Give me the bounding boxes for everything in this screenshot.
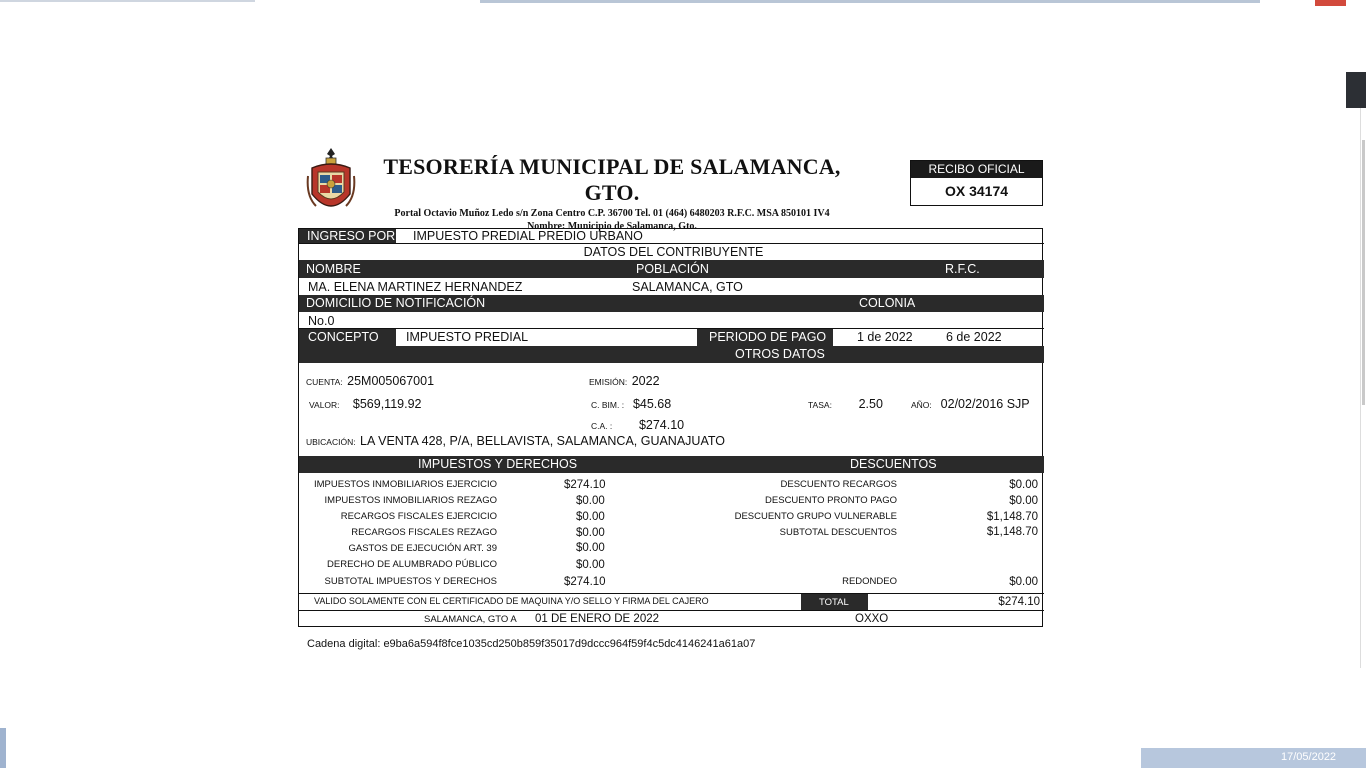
vertical-scrollbar[interactable] [1346,0,1366,768]
concepto-value: IMPUESTO PREDIAL [406,330,529,344]
ca-label: C.A. : [591,421,613,431]
ingreso-value: IMPUESTO PREDIAL PREDIO URBANO [413,229,643,243]
descuento-amount: $1,148.70 [986,511,1038,523]
ubicacion-label: UBICACIÓN: [306,437,356,447]
tasa-field [808,395,883,413]
contribuyente-section-title: DATOS DEL CONTRIBUYENTE [583,245,764,259]
concepto-row [299,328,1044,347]
impuesto-label: RECARGOS FISCALES EJERCICIO [340,511,497,522]
valor-label: VALOR: [309,400,340,410]
anio-value: 02/02/2016 SJP [940,397,1030,411]
valor-field [309,395,421,413]
receipt-number: OX 34174 [944,183,1009,199]
total-amount: $274.10 [998,596,1040,608]
page-title: TESORERÍA MUNICIPAL DE SALAMANCA, GTO. [383,154,841,205]
descuento-label: SUBTOTAL DESCUENTOS [779,527,897,538]
taskbar-clock[interactable] [1141,748,1366,768]
impuesto-label: GASTOS DE EJECUCIÓN ART. 39 [348,543,497,554]
impuestos-title: IMPUESTOS Y DERECHOS [418,457,578,471]
domicilio-values [299,313,1044,329]
impuestos-descuentos-bar [299,456,1044,473]
impuesto-amount: $0.00 [576,495,605,507]
taskbar-left-fragment [0,728,6,768]
total-label: TOTAL [801,594,868,611]
fecha-text: 01 DE ENERO DE 2022 [535,613,660,625]
receipt-form [298,228,1043,627]
cajero-text: OXXO [855,613,889,625]
impuesto-label: SUBTOTAL IMPUESTOS Y DERECHOS [324,576,497,587]
header-address: Portal Octavio Muñoz Ledo s/n Zona Centro C.P. 36700 Tel. 01 (464) 6480203 R.F.C. MSA 850101 IV4 [394,208,830,219]
cadena-digital: Cadena digital: e9ba6a594f8fce1035cd250b859f35017d9dccc964f59f4c5dc4146241a61a07 [307,638,756,650]
domicilio-value: No.0 [308,314,335,328]
header-title-block [362,154,862,232]
cuenta-field [306,372,434,390]
scrollbar-top-panel [1346,72,1366,108]
descuento-amount: $1,148.70 [986,526,1038,538]
periodo-desde: 1 de 2022 [857,330,913,344]
otros-datos-bar [299,346,1044,363]
cuenta-label: CUENTA: [306,377,343,387]
emision-label: EMISIÓN: [589,377,628,387]
impuesto-amount: $0.00 [576,527,605,539]
rfc-label: R.F.C. [945,262,980,276]
coat-of-arms-icon [306,146,356,218]
descuento-label: DESCUENTO RECARGOS [780,479,897,490]
domicilio-header-bar [299,295,1044,312]
nombre-value: MA. ELENA MARTINEZ HERNANDEZ [308,280,523,294]
official-receipt-box [910,160,1043,206]
otros-datos-title: OTROS DATOS [735,347,825,361]
redondeo-label: REDONDEO [842,576,897,587]
cbim-field [591,395,671,413]
window-top-edge [0,0,1366,3]
ingreso-label: INGRESO POR [299,229,396,243]
impuesto-amount: $274.10 [564,479,606,491]
tasa-label: TASA: [808,400,832,410]
anio-field [911,395,1030,413]
impuesto-label: IMPUESTOS INMOBILIARIOS REZAGO [324,495,497,506]
redondeo-amount: $0.00 [1009,576,1038,588]
cbim-label: C. BIM. : [591,400,625,410]
domicilio-label: DOMICILIO DE NOTIFICACIÓN [306,296,486,310]
descuento-label: DESCUENTO PRONTO PAGO [765,495,897,506]
ca-value: $274.10 [638,418,685,432]
impuesto-amount: $0.00 [576,511,605,523]
poblacion-label: POBLACIÓN [636,262,709,276]
receipt-label: RECIBO OFICIAL [911,161,1042,178]
nombre-label: NOMBRE [306,262,361,276]
ingreso-row [299,229,1044,243]
periodo-hasta: 6 de 2022 [946,330,1002,344]
scrollbar-thumb[interactable] [1362,140,1365,405]
fecha-row [299,610,1044,628]
impuesto-label: IMPUESTOS INMOBILIARIOS EJERCICIO [314,479,497,490]
anio-label: AÑO: [911,400,932,410]
impuesto-label: RECARGOS FISCALES REZAGO [351,527,497,538]
title-bar-fragment [480,0,1260,3]
header-name-line: Nombre: Municipio de Salamanca, Gto. [527,221,697,232]
descuentos-title: DESCUENTOS [850,457,937,471]
valido-note: VALIDO SOLAMENTE CON EL CERTIFICADO DE MAQUINA Y/O SELLO Y FIRMA DEL CAJERO [314,596,709,606]
colonia-label: COLONIA [859,296,916,310]
descuento-amount: $0.00 [1009,495,1038,507]
taskbar-date: 17/05/2022 [1281,751,1337,763]
impuesto-label: DERECHO DE ALUMBRADO PÚBLICO [327,559,497,570]
emision-value: 2022 [631,374,660,388]
cbim-value: $45.68 [632,397,672,411]
ubicacion-field [306,432,725,450]
ubicacion-value: LA VENTA 428, P/A, BELLAVISTA, SALAMANCA, GUANAJUATO [360,434,725,448]
cuenta-value: 25M005067001 [347,374,435,388]
impuesto-amount: $274.10 [564,576,606,588]
impuesto-amount: $0.00 [576,542,605,554]
periodo-label: PERIODO DE PAGO [697,329,833,346]
concepto-label: CONCEPTO [299,329,396,346]
impuesto-amount: $0.00 [576,559,605,571]
emision-field [589,372,660,390]
descuento-label: DESCUENTO GRUPO VULNERABLE [734,511,897,522]
valor-value: $569,119.92 [352,397,422,411]
poblacion-value: SALAMANCA, GTO [632,280,743,294]
close-window-button[interactable] [1315,0,1348,6]
descuento-amount: $0.00 [1009,479,1038,491]
tasa-value: 2.50 [858,397,883,411]
contribuyente-values [299,278,1044,296]
contribuyente-header-bar [299,260,1044,278]
lugar-text: SALAMANCA, GTO A [424,614,517,625]
tab-strip-fragment [0,0,255,2]
